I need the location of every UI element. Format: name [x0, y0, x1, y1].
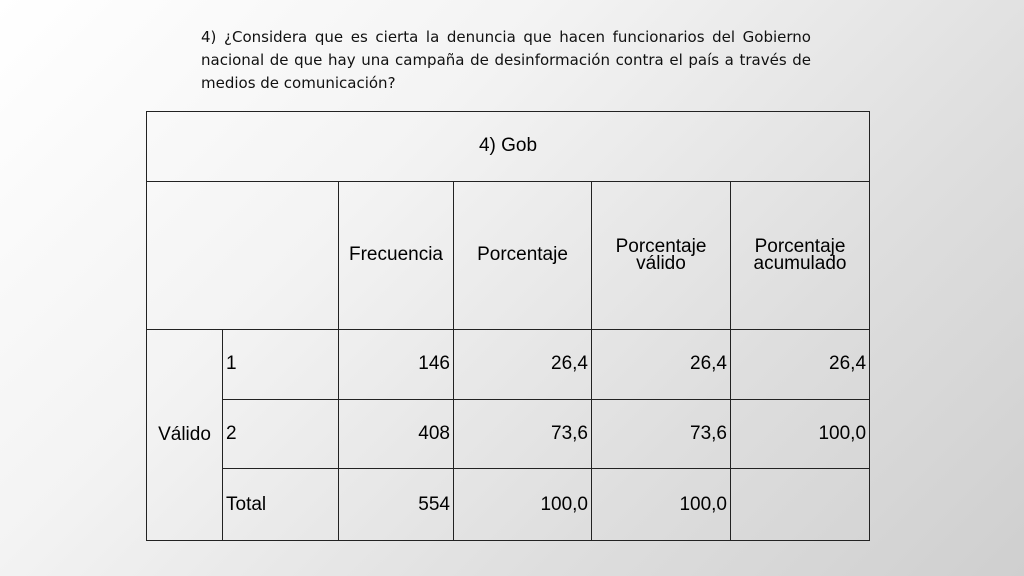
header-porcentaje-valido-line2: válido [636, 253, 686, 275]
cell-porcentaje: 100,0 [454, 469, 592, 541]
frequency-table [146, 111, 870, 541]
header-empty-cell [147, 181, 339, 329]
cell-porcentaje-acumulado [731, 469, 870, 541]
cell-porcentaje-acumulado: 100,0 [731, 399, 870, 469]
row-label: Total [223, 469, 339, 541]
table-row [147, 399, 870, 469]
table-row [147, 469, 870, 541]
header-porcentaje-valido-line1: Porcentaje [615, 236, 707, 258]
row-label: 2 [223, 399, 339, 469]
header-porcentaje-acumulado-line2: acumulado [753, 253, 847, 275]
cell-frecuencia: 408 [339, 399, 454, 469]
cell-porcentaje: 26,4 [454, 330, 592, 400]
question-text: 4) ¿Considera que es cierta la denuncia que hacen funcionarios del Gobierno nacional de que hay una campaña de desinformación contra el país a través de medios de comunicación? [201, 28, 811, 92]
cell-porcentaje-valido: 73,6 [592, 399, 731, 469]
row-label: 1 [223, 330, 339, 400]
table-title: 4) Gob [147, 112, 870, 182]
table-row [147, 330, 870, 400]
table-title-row [147, 112, 870, 182]
cell-frecuencia: 554 [339, 469, 454, 541]
cell-frecuencia: 146 [339, 330, 454, 400]
group-label-valido: Válido [147, 330, 223, 541]
header-porcentaje-valido [592, 181, 731, 329]
cell-porcentaje-valido: 100,0 [592, 469, 731, 541]
header-frecuencia: Frecuencia [339, 181, 454, 329]
header-porcentaje: Porcentaje [454, 181, 592, 329]
cell-porcentaje-acumulado: 26,4 [731, 330, 870, 400]
cell-porcentaje-valido: 26,4 [592, 330, 731, 400]
cell-porcentaje: 73,6 [454, 399, 592, 469]
table-header-row [147, 181, 870, 329]
header-porcentaje-acumulado [731, 181, 870, 329]
header-porcentaje-acumulado-line1: Porcentaje [754, 236, 846, 258]
